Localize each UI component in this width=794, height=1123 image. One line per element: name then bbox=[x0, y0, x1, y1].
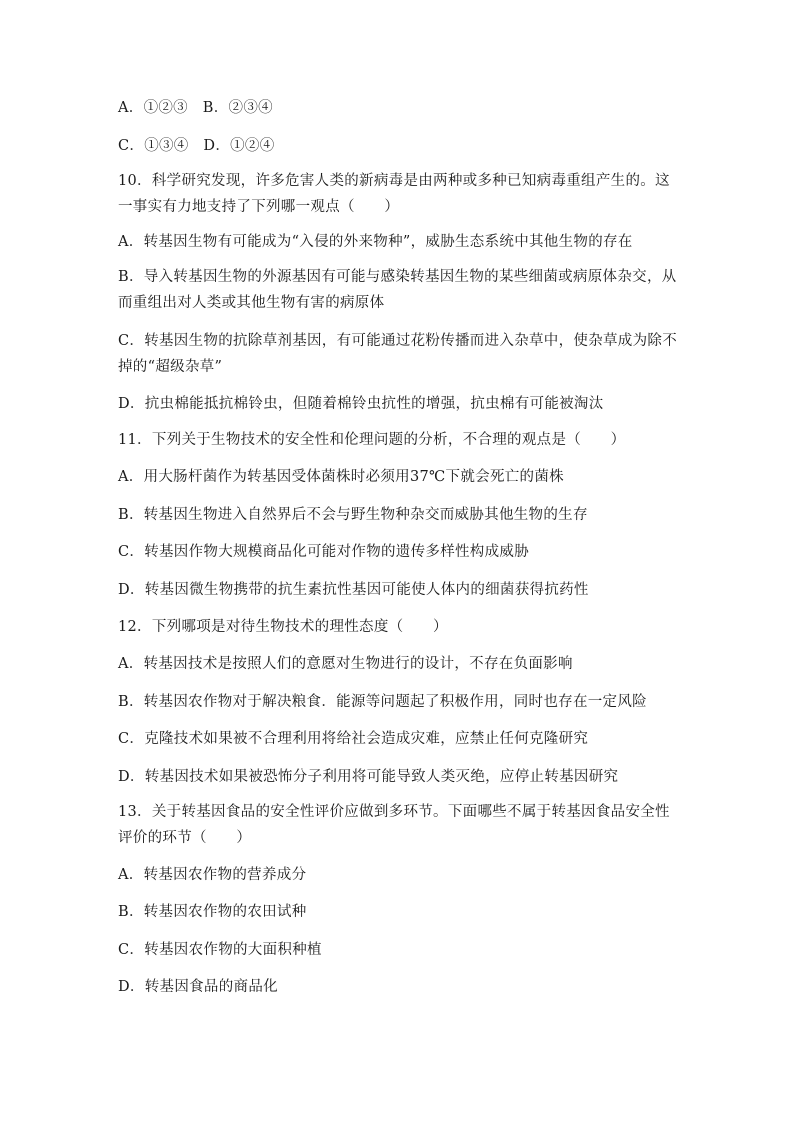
q11-option-d: D．转基因微生物携带的抗生素抗性基因可能使人体内的细菌获得抗药性 bbox=[118, 582, 589, 598]
q10-option-c: C．转基因生物的抗除草剂基因，有可能通过花粉传播而进入杂草中，使杂草成为除不掉的“超级杂草” bbox=[118, 333, 677, 375]
q12-option-b: B．转基因农作物对于解决粮食．能源等问题起了积极作用，同时也存在一定风险 bbox=[118, 694, 647, 710]
q10-option-d: D．抗虫棉能抵抗棉铃虫，但随着棉铃虫抗性的增强，抗虫棉有可能被淘汰 bbox=[118, 396, 604, 412]
q12-option-c: C．克隆技术如果被不合理利用将给社会造成灾难，应禁止任何克隆研究 bbox=[118, 731, 589, 747]
q11-option-c: C．转基因作物大规模商品化可能对作物的遗传多样性构成威胁 bbox=[118, 544, 529, 560]
q9-options-ab: A．①②③ B．②③④ bbox=[118, 100, 273, 116]
q11-option-b: B．转基因生物进入自然界后不会与野生物种杂交而威胁其他生物的生存 bbox=[118, 507, 588, 523]
q13-stem: 13．关于转基因食品的安全性评价应做到多环节。下面哪些不属于转基因食品安全性评价的环节（ ） bbox=[118, 804, 670, 846]
q12-option-d: D．转基因技术如果被恐怖分子利用将可能导致人类灭绝，应停止转基因研究 bbox=[118, 769, 619, 785]
q10-stem: 10．科学研究发现，许多危害人类的新病毒是由两种或多种已知病毒重组产生的。这一事实有力地支持了下列哪一观点（ ） bbox=[118, 173, 670, 215]
q11-stem: 11．下列关于生物技术的安全性和伦理问题的分析，不合理的观点是（ ） bbox=[118, 432, 626, 448]
q12-option-a: A．转基因技术是按照人们的意愿对生物进行的设计，不存在负面影响 bbox=[118, 656, 573, 672]
q13-option-c: C．转基因农作物的大面积种植 bbox=[118, 942, 322, 958]
q12-stem: 12．下列哪项是对待生物技术的理性态度（ ） bbox=[118, 619, 448, 635]
q13-option-b: B．转基因农作物的农田试种 bbox=[118, 904, 307, 920]
q10-option-a: A．转基因生物有可能成为“入侵的外来物种”，威胁生态系统中其他生物的存在 bbox=[118, 234, 633, 250]
q13-option-a: A．转基因农作物的营养成分 bbox=[118, 867, 307, 883]
q9-options-cd: C．①③④ D．①②④ bbox=[118, 138, 275, 154]
q11-option-a: A．用大肠杆菌作为转基因受体菌株时必须用37℃下就会死亡的菌株 bbox=[118, 469, 564, 485]
q13-option-d: D．转基因食品的商品化 bbox=[118, 979, 278, 995]
q10-option-b: B．导入转基因生物的外源基因有可能与感染转基因生物的某些细菌或病原体杂交，从而重组出对人类或其他生物有害的病原体 bbox=[118, 269, 677, 311]
